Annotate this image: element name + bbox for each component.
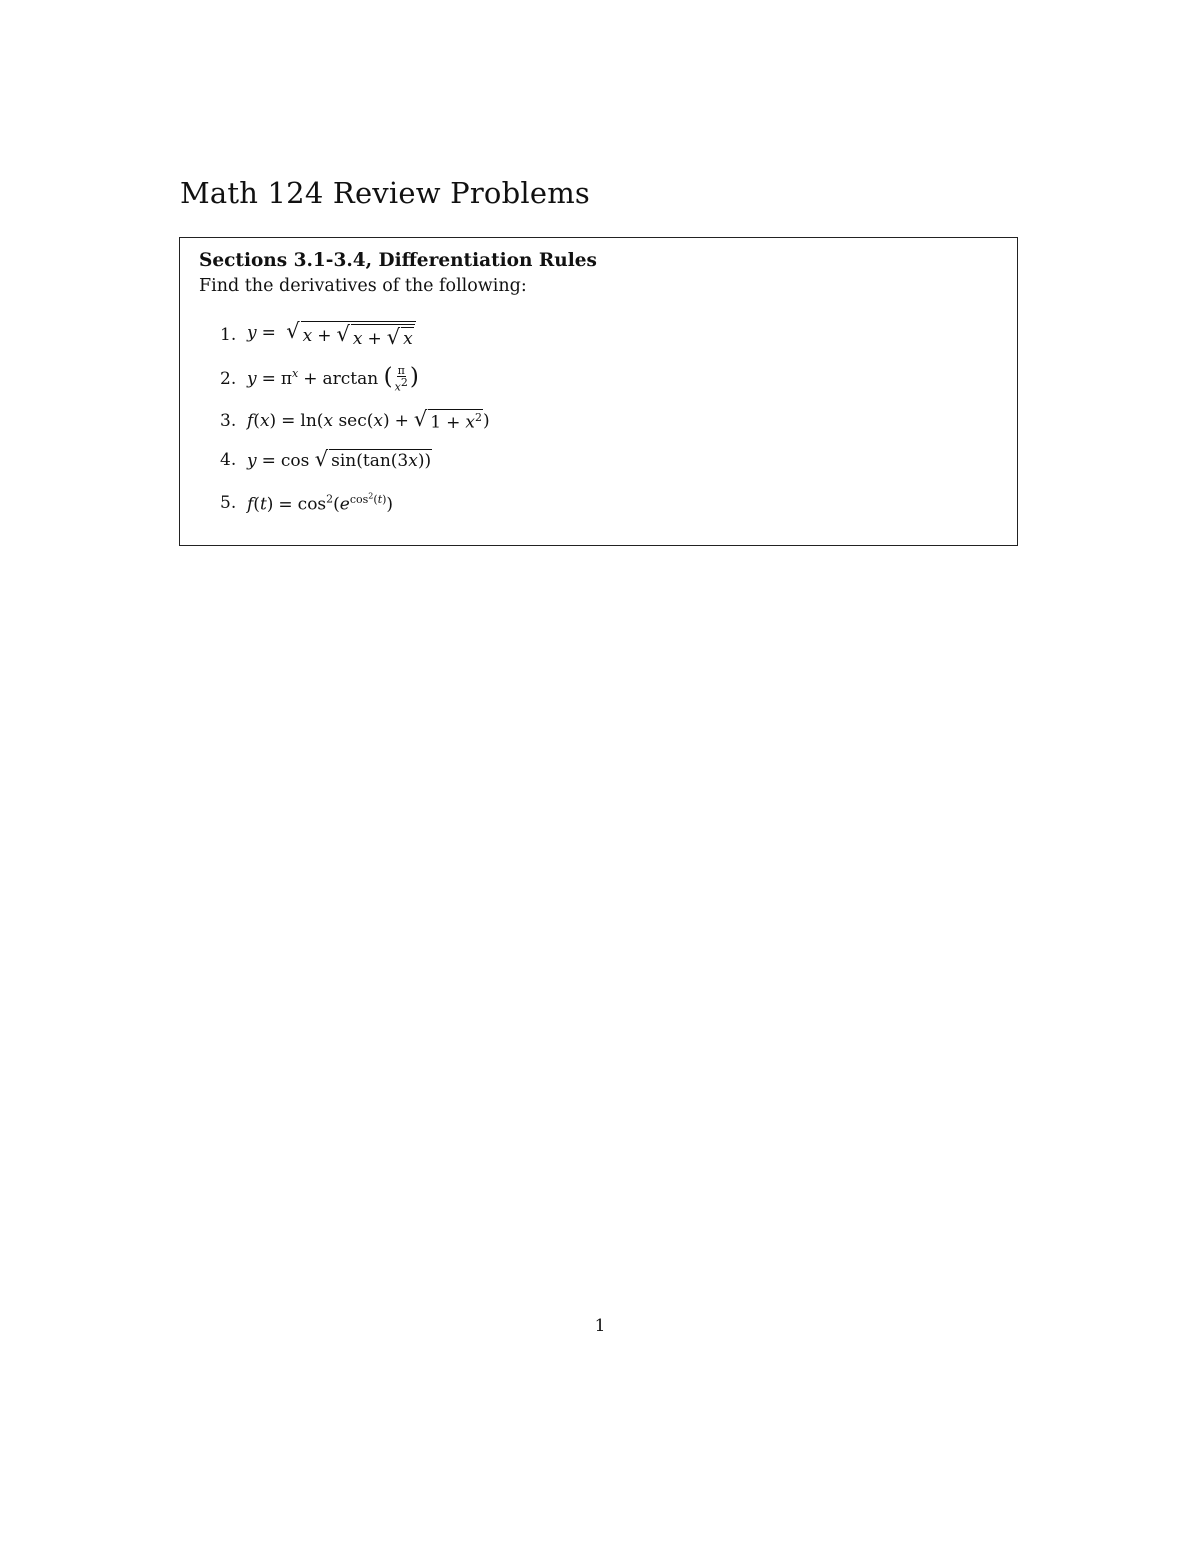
problem-expression: f(x) = ln(x sec(x) + √ $1 + x^2$ ) [247,407,490,433]
problem-2 [220,362,419,396]
section-heading: Sections 3.1-3.4, Differentiation Rules [199,250,597,271]
problem-box [179,237,1018,546]
problem-3 [220,404,490,438]
problem-number: 3. [220,411,237,431]
problem-1 [220,318,416,352]
problem-5 [220,486,393,520]
problem-number: 2. [220,369,237,389]
problem-expression: y = √ x + √ x + √ x [247,321,416,349]
problem-expression: y = cos √ sin(tan(3x)) [247,447,432,471]
problem-number: 1. [220,325,237,345]
problem-number: 5. [220,493,237,513]
problem-expression: $y = \pi^x + \arctan$ ( $\frac{\pi}{x^2}$ ) [247,363,419,394]
page-number: 1 [594,1316,606,1336]
document-title: Math 124 Review Problems [180,176,590,210]
instructions-text: Find the derivatives of the following: [199,276,527,296]
problem-4 [220,443,432,477]
problem-expression: $f(t) = \cos^2(e^{cos^2(t)})$ [247,491,394,515]
problem-number: 4. [220,450,237,470]
